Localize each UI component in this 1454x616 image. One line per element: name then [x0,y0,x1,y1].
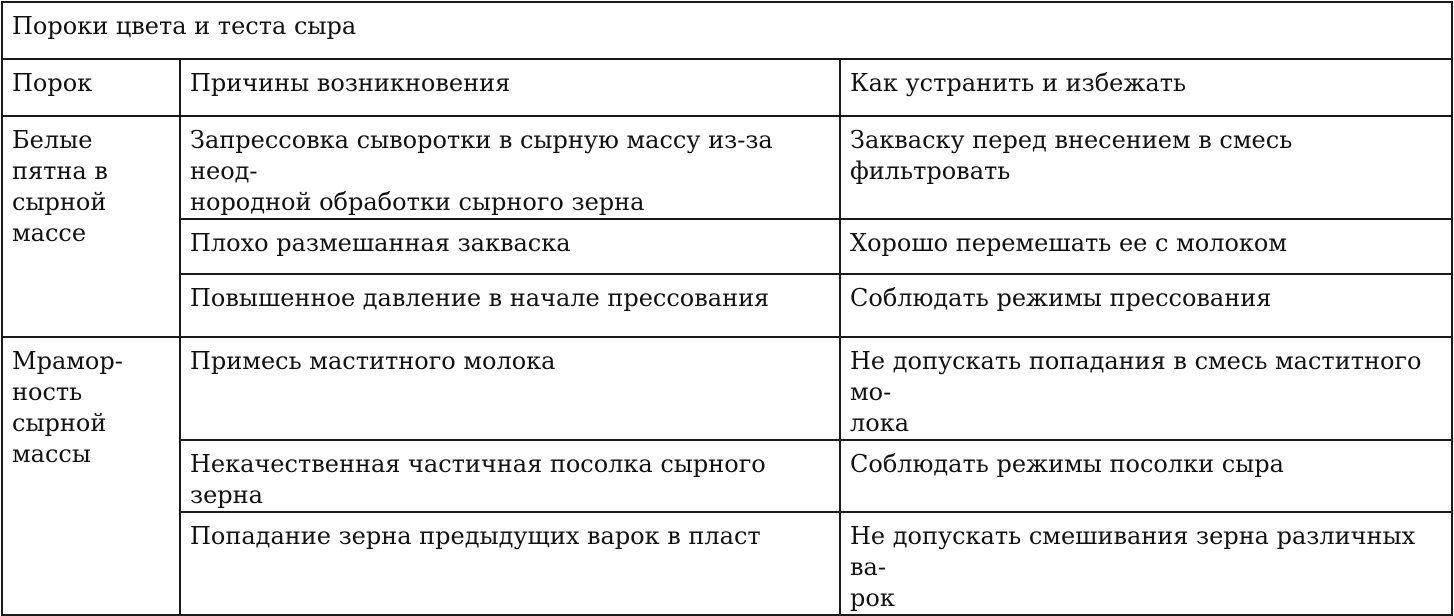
remedy-cell: Соблюдать режимы посолки сыра [840,440,1452,512]
defects-table [1,1,1453,616]
remedy-cell: Хорошо перемешать ее с молоком [840,219,1452,274]
defect-cell: Мрамор- ность сырной массы [2,337,180,615]
remedy-cell: Не допускать попадания в смесь маститного мо- лока [840,337,1452,440]
cause-cell: Некачественная частичная посолка сырного зерна [180,440,840,512]
cause-cell: Попадание зерна предыдущих варок в пласт [180,512,840,615]
defect-cell: Белые пятна в сырной массе [2,116,180,337]
table-row [2,219,1452,274]
title-row [2,2,1452,59]
table-row [2,274,1452,337]
remedy-cell: Соблюдать режимы прессования [840,274,1452,337]
remedy-cell: Не допускать смешивания зерна различных ва- рок [840,512,1452,615]
header-row [2,59,1452,116]
cause-cell: Примесь маститного молока [180,337,840,440]
table-row [2,440,1452,512]
remedy-cell: Закваску перед внесением в смесь фильтровать [840,116,1452,219]
header-remedy: Как устранить и избежать [840,59,1452,116]
header-defect: Порок [2,59,180,116]
table-row [2,116,1452,219]
cause-cell: Запрессовка сыворотки в сырную массу из-за неод- нородной обработки сырного зерна [180,116,840,219]
cause-cell: Повышенное давление в начале прессования [180,274,840,337]
header-cause: Причины возникновения [180,59,840,116]
table-title: Пороки цвета и теста сыра [2,2,1452,59]
table-row [2,337,1452,440]
table-row [2,512,1452,615]
cause-cell: Плохо размешанная закваска [180,219,840,274]
